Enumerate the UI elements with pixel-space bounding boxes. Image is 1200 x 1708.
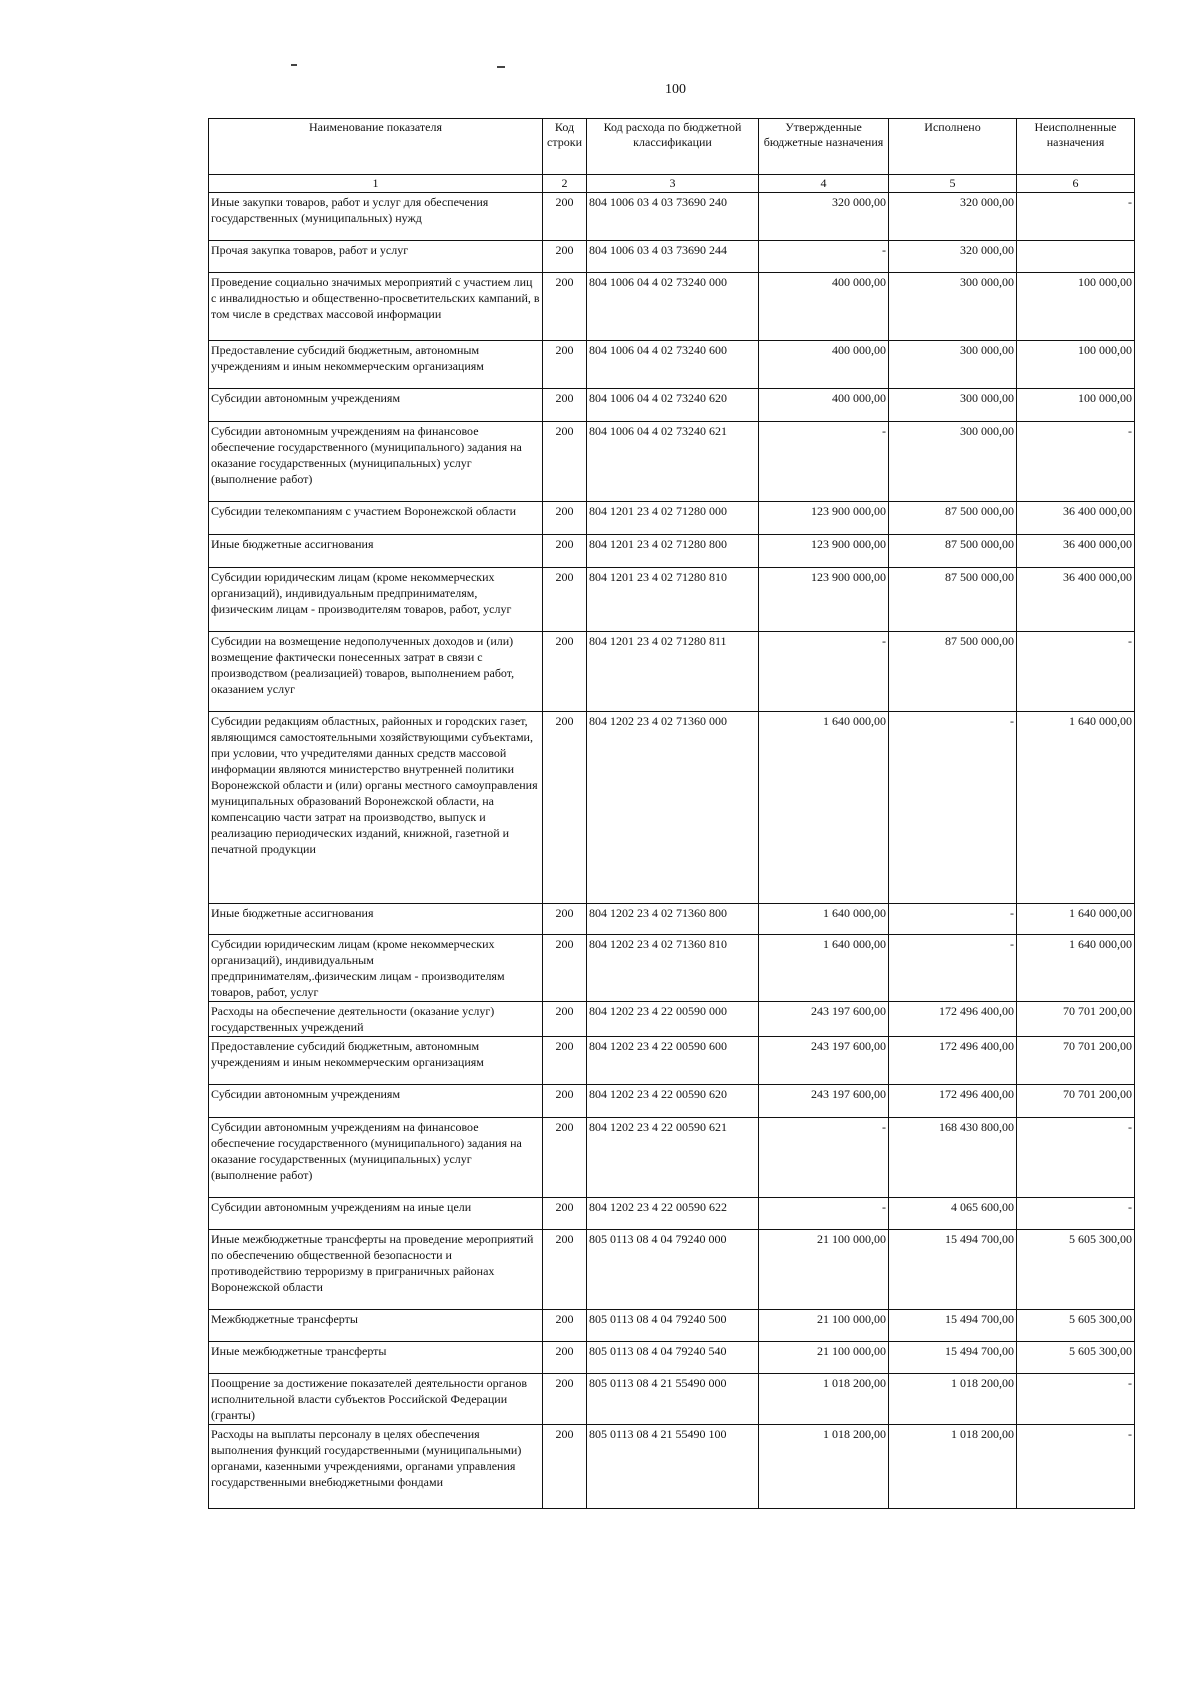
row-budget-code: 804 1201 23 4 02 71280 000 <box>587 502 759 535</box>
row-line-code: 200 <box>543 1198 587 1230</box>
row-indicator-name: Субсидии автономным учреждениям на финансовое обеспечение государственного (муниципального) задания на оказание государственных (муниципальных) услуг (выполнение работ) <box>209 1118 543 1198</box>
row-remaining-amount: - <box>1017 1198 1135 1230</box>
row-approved-amount: 243 197 600,00 <box>759 1085 889 1118</box>
table-row <box>209 1037 1135 1085</box>
row-indicator-name: Предоставление субсидий бюджетным, автономным учреждениям и иным некоммерческим организациям <box>209 341 543 389</box>
row-budget-code: 804 1006 04 4 02 73240 600 <box>587 341 759 389</box>
page-number: 100 <box>665 82 686 97</box>
row-approved-amount: 21 100 000,00 <box>759 1310 889 1342</box>
table-body <box>209 193 1135 1509</box>
row-indicator-name: Расходы на выплаты персоналу в целях обеспечения выполнения функций государственными (муниципальными) органами, казенными учреждениями, органами управления государственными внебюджетными фондами <box>209 1425 543 1509</box>
table-row <box>209 341 1135 389</box>
row-approved-amount: 243 197 600,00 <box>759 1037 889 1085</box>
row-line-code: 200 <box>543 632 587 712</box>
row-line-code: 200 <box>543 1118 587 1198</box>
table-row <box>209 1342 1135 1374</box>
column-number: 2 <box>543 175 587 193</box>
row-approved-amount: - <box>759 422 889 502</box>
table-row <box>209 241 1135 273</box>
row-line-code: 200 <box>543 1002 587 1037</box>
row-line-code: 200 <box>543 1085 587 1118</box>
header-indicator-name: Наименование показателя <box>209 119 543 175</box>
table-row <box>209 1310 1135 1342</box>
row-line-code: 200 <box>543 389 587 422</box>
row-executed-amount: 300 000,00 <box>889 389 1017 422</box>
row-indicator-name: Субсидии телекомпаниям с участием Воронежской области <box>209 502 543 535</box>
row-budget-code: 804 1202 23 4 22 00590 620 <box>587 1085 759 1118</box>
row-indicator-name: Предоставление субсидий бюджетным, автономным учреждениям и иным некоммерческим организациям <box>209 1037 543 1085</box>
row-line-code: 200 <box>543 1374 587 1425</box>
row-executed-amount: - <box>889 935 1017 1002</box>
row-executed-amount: - <box>889 904 1017 935</box>
row-line-code: 200 <box>543 1310 587 1342</box>
row-line-code: 200 <box>543 1037 587 1085</box>
row-budget-code: 804 1006 04 4 02 73240 621 <box>587 422 759 502</box>
table-row <box>209 273 1135 341</box>
row-executed-amount: 15 494 700,00 <box>889 1310 1017 1342</box>
row-budget-code: 804 1202 23 4 22 00590 621 <box>587 1118 759 1198</box>
row-approved-amount: 1 640 000,00 <box>759 904 889 935</box>
table-row <box>209 712 1135 904</box>
row-approved-amount: 123 900 000,00 <box>759 535 889 568</box>
row-indicator-name: Субсидии редакциям областных, районных и городских газет, являющимся самостоятельными хозяйствующими субъектами, при условии, что учредителями данных средств массовой информации являются министерство внутренней политики Воронежской области и (или) органы местного самоуправления муниципальных образований Воронежской области, на компенсацию части затрат на производство, выпуск и реализацию периодических изданий, книжной, газетной и печатной продукции <box>209 712 543 904</box>
row-remaining-amount: 70 701 200,00 <box>1017 1085 1135 1118</box>
row-approved-amount: - <box>759 241 889 273</box>
row-indicator-name: Субсидии на возмещение недополученных доходов и (или) возмещение фактически понесенных затрат в связи с производством (реализацией) товаров, выполнением работ, оказанием услуг <box>209 632 543 712</box>
row-executed-amount: 300 000,00 <box>889 422 1017 502</box>
row-line-code: 200 <box>543 422 587 502</box>
row-remaining-amount: 5 605 300,00 <box>1017 1310 1135 1342</box>
row-line-code: 200 <box>543 535 587 568</box>
row-budget-code: 804 1006 03 4 03 73690 244 <box>587 241 759 273</box>
row-remaining-amount: 5 605 300,00 <box>1017 1342 1135 1374</box>
row-budget-code: 805 0113 08 4 21 55490 000 <box>587 1374 759 1425</box>
row-executed-amount: 1 018 200,00 <box>889 1374 1017 1425</box>
row-line-code: 200 <box>543 935 587 1002</box>
column-number: 3 <box>587 175 759 193</box>
table-row <box>209 1085 1135 1118</box>
budget-execution-table <box>208 118 1135 1509</box>
row-line-code: 200 <box>543 241 587 273</box>
row-indicator-name: Субсидии автономным учреждениям на финансовое обеспечение государственного (муниципального) задания на оказание государственных (муниципальных) услуг (выполнение работ) <box>209 422 543 502</box>
row-indicator-name: Иные закупки товаров, работ и услуг для обеспечения государственных (муниципальных) нужд <box>209 193 543 241</box>
row-remaining-amount: - <box>1017 1118 1135 1198</box>
column-number: 1 <box>209 175 543 193</box>
row-approved-amount: - <box>759 632 889 712</box>
table-row <box>209 535 1135 568</box>
row-budget-code: 805 0113 08 4 04 79240 000 <box>587 1230 759 1310</box>
row-line-code: 200 <box>543 568 587 632</box>
row-line-code: 200 <box>543 502 587 535</box>
row-approved-amount: 1 018 200,00 <box>759 1374 889 1425</box>
row-approved-amount: - <box>759 1198 889 1230</box>
table-row <box>209 193 1135 241</box>
row-executed-amount: 168 430 800,00 <box>889 1118 1017 1198</box>
row-budget-code: 804 1006 03 4 03 73690 240 <box>587 193 759 241</box>
row-budget-code: 804 1202 23 4 02 71360 800 <box>587 904 759 935</box>
row-executed-amount: 87 500 000,00 <box>889 632 1017 712</box>
row-indicator-name: Субсидии юридическим лицам (кроме некоммерческих организаций), индивидуальным предпринимателям,.физическим лицам - производителям товаров, работ, услуг <box>209 935 543 1002</box>
header-approved: Утвержденные бюджетные назначения <box>759 119 889 175</box>
row-executed-amount: 320 000,00 <box>889 193 1017 241</box>
row-line-code: 200 <box>543 273 587 341</box>
row-executed-amount: 300 000,00 <box>889 341 1017 389</box>
table-row <box>209 1002 1135 1037</box>
row-approved-amount: 123 900 000,00 <box>759 502 889 535</box>
scan-mark <box>291 64 297 66</box>
row-indicator-name: Проведение социально значимых мероприятий с участием лиц с инвалидностью и общественно-просветительских кампаний, в том числе в средствах массовой информации <box>209 273 543 341</box>
row-indicator-name: Субсидии автономным учреждениям на иные цели <box>209 1198 543 1230</box>
row-approved-amount: 400 000,00 <box>759 341 889 389</box>
row-approved-amount: 1 640 000,00 <box>759 935 889 1002</box>
row-line-code: 200 <box>543 1342 587 1374</box>
header-remaining: Неисполненные назначения <box>1017 119 1135 175</box>
table-row <box>209 935 1135 1002</box>
table-row <box>209 632 1135 712</box>
row-remaining-amount: 1 640 000,00 <box>1017 935 1135 1002</box>
row-remaining-amount: 100 000,00 <box>1017 389 1135 422</box>
row-remaining-amount: - <box>1017 632 1135 712</box>
row-line-code: 200 <box>543 193 587 241</box>
table-row <box>209 389 1135 422</box>
row-line-code: 200 <box>543 904 587 935</box>
row-indicator-name: Межбюджетные трансферты <box>209 1310 543 1342</box>
row-line-code: 200 <box>543 712 587 904</box>
row-approved-amount: - <box>759 1118 889 1198</box>
row-remaining-amount: 36 400 000,00 <box>1017 568 1135 632</box>
table-row <box>209 502 1135 535</box>
row-approved-amount: 400 000,00 <box>759 389 889 422</box>
row-remaining-amount: - <box>1017 193 1135 241</box>
table-row <box>209 1118 1135 1198</box>
row-approved-amount: 1 018 200,00 <box>759 1425 889 1509</box>
row-executed-amount: 1 018 200,00 <box>889 1425 1017 1509</box>
row-remaining-amount: 36 400 000,00 <box>1017 502 1135 535</box>
header-row <box>209 119 1135 175</box>
row-budget-code: 804 1202 23 4 02 71360 810 <box>587 935 759 1002</box>
table-row <box>209 1425 1135 1509</box>
column-number: 4 <box>759 175 889 193</box>
row-indicator-name: Иные бюджетные ассигнования <box>209 535 543 568</box>
row-budget-code: 805 0113 08 4 04 79240 500 <box>587 1310 759 1342</box>
row-budget-code: 804 1006 04 4 02 73240 620 <box>587 389 759 422</box>
row-indicator-name: Субсидии юридическим лицам (кроме некоммерческих организаций), индивидуальным предпринимателям, физическим лицам - производителям товаров, работ, услуг <box>209 568 543 632</box>
header-executed: Исполнено <box>889 119 1017 175</box>
row-budget-code: 805 0113 08 4 21 55490 100 <box>587 1425 759 1509</box>
row-remaining-amount: 100 000,00 <box>1017 341 1135 389</box>
column-number: 6 <box>1017 175 1135 193</box>
row-executed-amount: 300 000,00 <box>889 273 1017 341</box>
row-budget-code: 804 1202 23 4 22 00590 622 <box>587 1198 759 1230</box>
row-indicator-name: Иные межбюджетные трансферты на проведение мероприятий по обеспечению общественной безопасности и противодействию терроризму в приграничных районах Воронежской области <box>209 1230 543 1310</box>
row-line-code: 200 <box>543 1425 587 1509</box>
row-indicator-name: Поощрение за достижение показателей деятельности органов исполнительной власти субъектов Российской Федерации (гранты) <box>209 1374 543 1425</box>
row-remaining-amount: - <box>1017 1374 1135 1425</box>
row-budget-code: 804 1201 23 4 02 71280 800 <box>587 535 759 568</box>
row-remaining-amount: 1 640 000,00 <box>1017 904 1135 935</box>
row-remaining-amount: 70 701 200,00 <box>1017 1037 1135 1085</box>
row-approved-amount: 243 197 600,00 <box>759 1002 889 1037</box>
row-executed-amount: - <box>889 712 1017 904</box>
row-approved-amount: 1 640 000,00 <box>759 712 889 904</box>
row-indicator-name: Иные межбюджетные трансферты <box>209 1342 543 1374</box>
row-remaining-amount: 100 000,00 <box>1017 273 1135 341</box>
row-budget-code: 805 0113 08 4 04 79240 540 <box>587 1342 759 1374</box>
column-number-row <box>209 175 1135 193</box>
row-remaining-amount <box>1017 241 1135 273</box>
row-remaining-amount: - <box>1017 1425 1135 1509</box>
row-executed-amount: 15 494 700,00 <box>889 1230 1017 1310</box>
row-indicator-name: Прочая закупка товаров, работ и услуг <box>209 241 543 273</box>
scan-mark <box>497 66 505 68</box>
row-executed-amount: 320 000,00 <box>889 241 1017 273</box>
row-remaining-amount: 5 605 300,00 <box>1017 1230 1135 1310</box>
row-budget-code: 804 1202 23 4 22 00590 000 <box>587 1002 759 1037</box>
row-budget-code: 804 1202 23 4 02 71360 000 <box>587 712 759 904</box>
row-budget-code: 804 1202 23 4 22 00590 600 <box>587 1037 759 1085</box>
row-executed-amount: 87 500 000,00 <box>889 568 1017 632</box>
row-approved-amount: 21 100 000,00 <box>759 1230 889 1310</box>
table-row <box>209 1374 1135 1425</box>
row-executed-amount: 172 496 400,00 <box>889 1037 1017 1085</box>
row-remaining-amount: - <box>1017 422 1135 502</box>
row-executed-amount: 87 500 000,00 <box>889 535 1017 568</box>
row-executed-amount: 4 065 600,00 <box>889 1198 1017 1230</box>
row-budget-code: 804 1201 23 4 02 71280 811 <box>587 632 759 712</box>
table-row <box>209 904 1135 935</box>
column-number: 5 <box>889 175 1017 193</box>
row-indicator-name: Расходы на обеспечение деятельности (оказание услуг) государственных учреждений <box>209 1002 543 1037</box>
row-remaining-amount: 70 701 200,00 <box>1017 1002 1135 1037</box>
row-executed-amount: 87 500 000,00 <box>889 502 1017 535</box>
row-line-code: 200 <box>543 341 587 389</box>
row-line-code: 200 <box>543 1230 587 1310</box>
table-row <box>209 1230 1135 1310</box>
row-indicator-name: Субсидии автономным учреждениям <box>209 1085 543 1118</box>
header-line-code: Код строки <box>543 119 587 175</box>
row-executed-amount: 172 496 400,00 <box>889 1002 1017 1037</box>
table-row <box>209 1198 1135 1230</box>
table-row <box>209 422 1135 502</box>
table-row <box>209 568 1135 632</box>
row-executed-amount: 172 496 400,00 <box>889 1085 1017 1118</box>
row-approved-amount: 21 100 000,00 <box>759 1342 889 1374</box>
row-budget-code: 804 1201 23 4 02 71280 810 <box>587 568 759 632</box>
row-indicator-name: Субсидии автономным учреждениям <box>209 389 543 422</box>
row-remaining-amount: 36 400 000,00 <box>1017 535 1135 568</box>
header-budget-code: Код расхода по бюджетной классификации <box>587 119 759 175</box>
row-approved-amount: 320 000,00 <box>759 193 889 241</box>
row-approved-amount: 123 900 000,00 <box>759 568 889 632</box>
row-executed-amount: 15 494 700,00 <box>889 1342 1017 1374</box>
row-indicator-name: Иные бюджетные ассигнования <box>209 904 543 935</box>
row-remaining-amount: 1 640 000,00 <box>1017 712 1135 904</box>
row-approved-amount: 400 000,00 <box>759 273 889 341</box>
row-budget-code: 804 1006 04 4 02 73240 000 <box>587 273 759 341</box>
